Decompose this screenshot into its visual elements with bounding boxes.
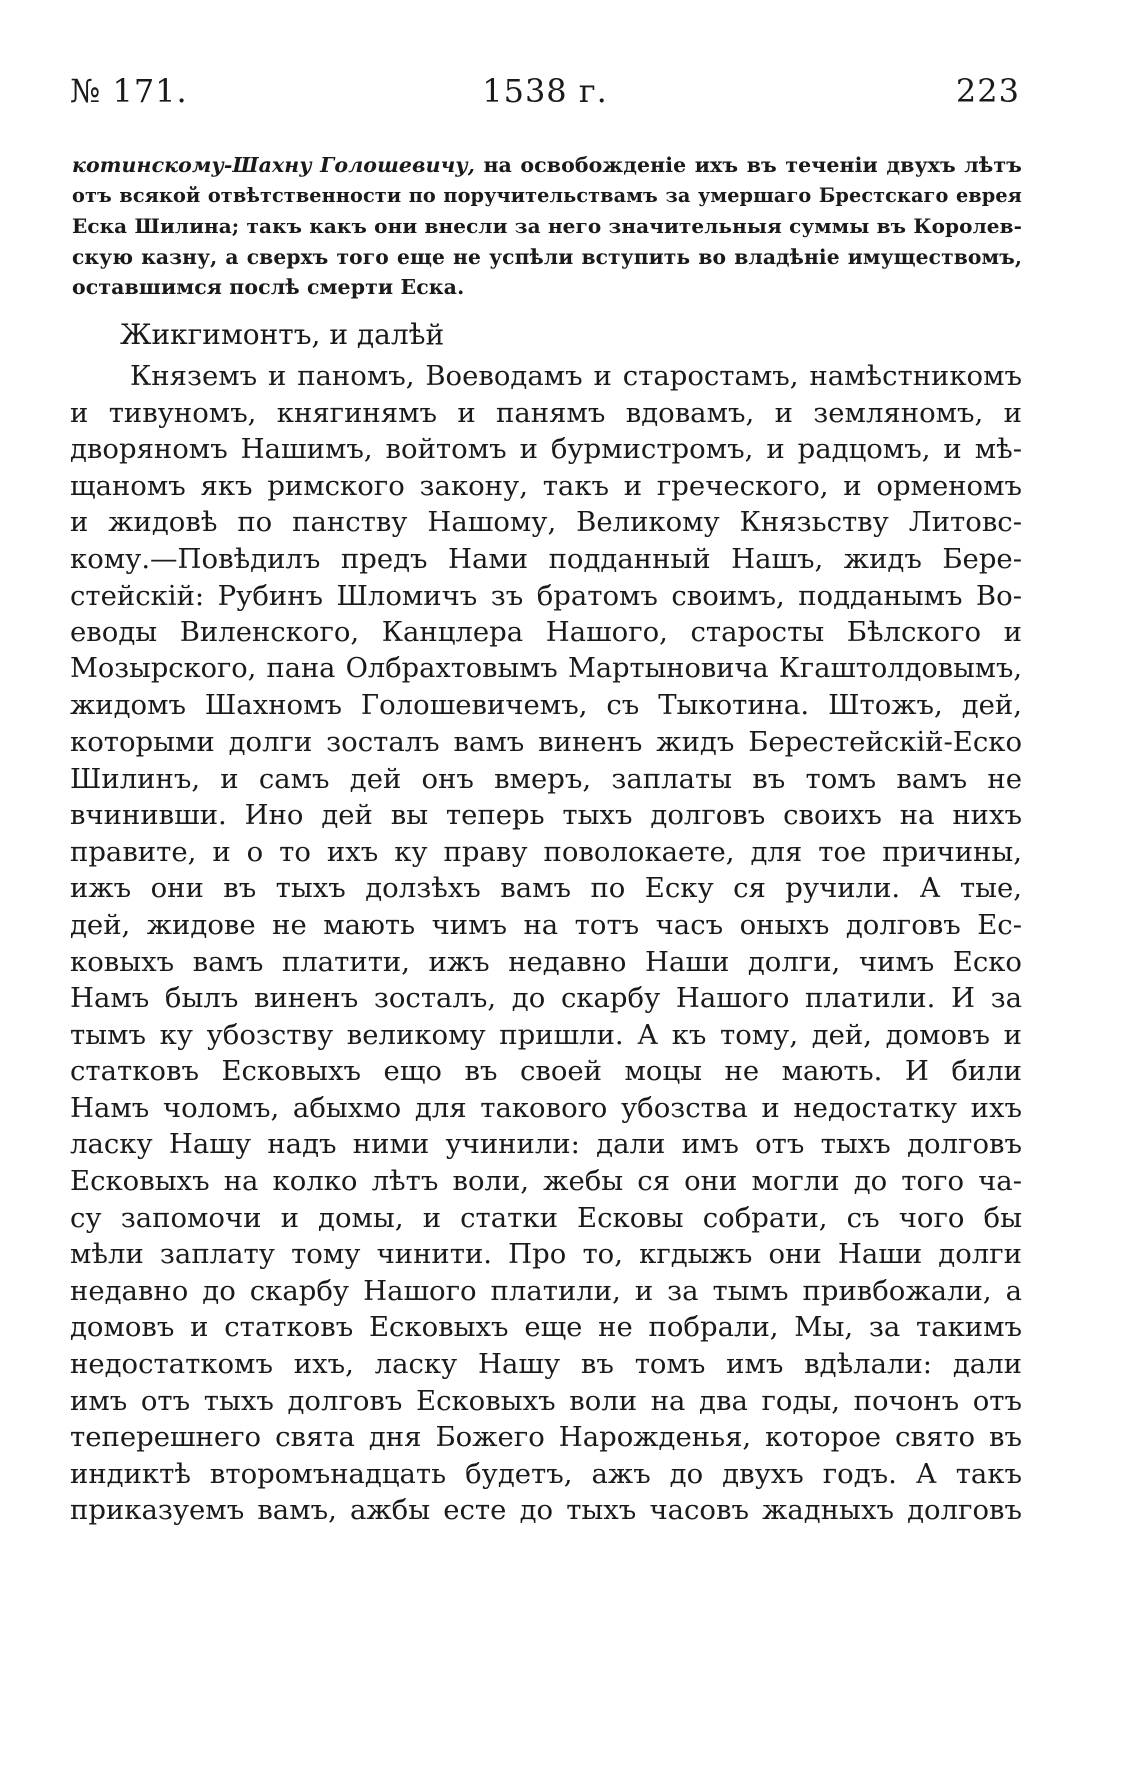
- salutation: Жикгимонтъ, и далѣй: [120, 318, 445, 351]
- body-line: еводы Виленского, Канцлера Нашого, старосты Бѣлского и: [70, 616, 1022, 649]
- body-line: имъ отъ тыхъ долговъ Есковыхъ воли на два годы, почонъ отъ: [70, 1384, 1022, 1417]
- body-line: приказуемъ вамъ, ажбы есте до тыхъ часовъ жадныхъ долговъ: [70, 1494, 1022, 1527]
- body-line: мѣли заплату тому чинити. Про то, кгдыжъ они Наши долги: [70, 1238, 1022, 1271]
- body-line: ковыхъ вамъ платити, ижъ недавно Наши долги, чимъ Еско: [70, 945, 1022, 978]
- page-number: 223: [955, 72, 1020, 110]
- summary-line: [72, 150, 1022, 181]
- body-line: ласку Нашу надъ ними учинили: дали имъ отъ тыхъ долговъ: [70, 1128, 1022, 1161]
- body-line: Княземъ и паномъ, Воеводамъ и старостамъ, намѣстникомъ: [130, 360, 1022, 392]
- document-number: № 171.: [70, 72, 188, 110]
- body-line: дей, жидове не мають чимъ на тотъ часъ оныхъ долговъ Ес-: [70, 908, 1022, 941]
- body-line: щаномъ якъ римского закону, такъ и греческого, и орменомъ: [70, 469, 1022, 502]
- body-line: правите, и о то ихъ ку праву поволокаете, для тое причины,: [70, 835, 1022, 868]
- body-line: статковъ Есковыхъ ещо въ своей моцы не мають. И били: [70, 1055, 1022, 1088]
- body-line: индиктѣ второмънадцать будетъ, ажъ до двухъ годъ. А такъ: [70, 1457, 1022, 1490]
- body-line: Намъ чоломъ, абыхмо для таковоrо убозства и недостатку ихъ: [70, 1091, 1022, 1124]
- body-line: су запомочи и домы, и статки Есковы собрати, съ чого бы: [70, 1201, 1022, 1234]
- body-line: вчинивши. Ино дей вы теперь тыхъ долговъ своихъ на нихъ: [70, 799, 1022, 832]
- summary-line: скую казну, а сверхъ того еще не успѣли вступить во владѣніе имуществомъ,: [72, 244, 1022, 269]
- body-line: ижъ они въ тыхъ долзѣхъ вамъ по Еску ся ручили. А тые,: [70, 872, 1022, 905]
- running-head: [70, 72, 1020, 116]
- summary-names: котинскому-Шахну Голошевичу,: [72, 153, 475, 177]
- body-line: теперешнего свята дня Божего Нарожденья, которое свято въ: [70, 1421, 1022, 1454]
- body-line: стейскій: Рубинъ Шломичъ зъ братомъ своимъ, подданымъ Во-: [70, 579, 1022, 612]
- body-line: недостаткомъ ихъ, ласку Нашу въ томъ имъ вдѣлали: дали: [70, 1348, 1022, 1381]
- document-summary: [72, 150, 1022, 303]
- body-line: Шилинъ, и самъ дей онъ вмеръ, заплаты въ томъ вамъ не: [70, 762, 1022, 795]
- body-line: и тивуномъ, княгинямъ и панямъ вдовамъ, и земляномъ, и: [70, 396, 1022, 429]
- summary-line: оставшимся послѣ смерти Еска.: [72, 275, 465, 299]
- summary-line: Еска Шилина; такъ какъ они внесли за него значительныя суммы въ Королев-: [72, 214, 1022, 238]
- body-line: недавно до скарбу Нашого платили, и за тымъ привбожали, а: [70, 1274, 1022, 1307]
- body-line: домовъ и статковъ Есковыхъ еще не побрали, Мы, за такимъ: [70, 1311, 1022, 1344]
- body-line: кому.—Повѣдилъ предъ Нами подданный Нашъ, жидъ Бере-: [70, 542, 1022, 575]
- body-line: и жидовѣ по панству Нашому, Великому Князьству Литовс-: [70, 506, 1022, 539]
- body-line: Мозырского, пана Олбрахтовымъ Мартыновича Кгаштолдовымъ,: [70, 652, 1022, 684]
- document-year: 1538 г.: [482, 72, 608, 110]
- body-line: Есковыхъ на колко лѣтъ воли, жебы ся они могли до того ча-: [70, 1165, 1022, 1198]
- body-line: Намъ былъ виненъ зосталъ, до скарбу Нашого платили. И за: [70, 982, 1022, 1015]
- body-line: тымъ ку убозству великому пришли. А къ тому, дей, домовъ и: [70, 1018, 1022, 1051]
- summary-line: отъ всякой отвѣтственности по поручительствамъ за умершаго Брестскаго еврея: [72, 183, 1022, 207]
- document-body: [70, 358, 1022, 1529]
- body-line: дворяномъ Нашимъ, войтомъ и бурмистромъ, и радцомъ, и мѣ-: [70, 433, 1022, 466]
- summary-line-text: на освобожденіе ихъ въ теченіи двухъ лѣтъ: [483, 153, 1022, 177]
- body-line: жидомъ Шахномъ Голошевичемъ, съ Тыкотина. Штожъ, дей,: [70, 689, 1022, 722]
- body-line: которыми долги зосталъ вамъ виненъ жидъ Берестейскій-Еско: [70, 725, 1022, 758]
